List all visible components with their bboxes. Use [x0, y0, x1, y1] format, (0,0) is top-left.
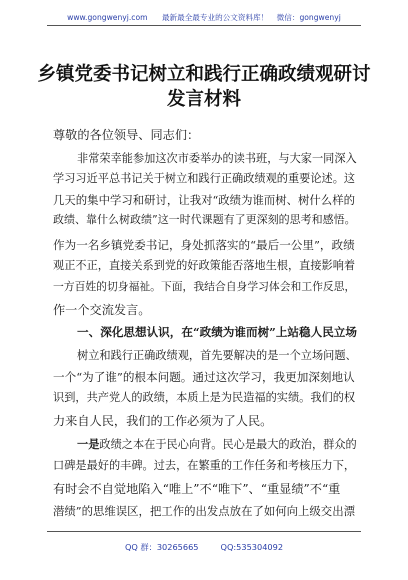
p1-line: 非常荣幸能参加这次市委举办的读书班，与大家一同深入	[77, 152, 357, 165]
header-wechat: 微信：gongwenyj	[276, 13, 341, 22]
p3-line-text: 政绩之本在于民心向背。民心是最大的政治，群众的	[99, 438, 357, 451]
p2-line: 树立和践行正确政绩观，首先要解决的是一个立场问题、	[77, 349, 357, 362]
header-slogan: 最新最全最专业的公文资料库！	[161, 13, 269, 22]
footer-qq-group: QQ 群：30265665	[124, 542, 199, 552]
footer-qq: QQ:535304092	[220, 542, 284, 552]
p3-line: 口碑是最好的丰碑。过去，在繁重的工作任务和考核压力下，	[53, 459, 356, 472]
p1-line: 一方百姓的切身福祉。下面，我结合自身学习体会和工作反思，	[53, 280, 356, 293]
p3-lead: 一是	[77, 437, 100, 451]
p3-line-first	[53, 436, 359, 453]
p1-line: 学习习近平总书记关于树立和践行正确政绩观的重要论述。这	[53, 172, 356, 185]
p2-line: 力来自人民，我们的工作必须为了人民。	[53, 414, 273, 428]
p1-line: 几天的集中学习和研讨，让我对“政绩为谁而树、树什么样的	[53, 193, 355, 207]
page-footer	[0, 542, 408, 553]
footer-divider	[47, 531, 361, 532]
p1-line: 观正不正，直接关系到党的好政策能否落地生根，直接影响着	[53, 259, 356, 272]
document-title	[0, 62, 408, 112]
title-line-2: 发言材料	[166, 89, 241, 110]
header-site: www.gongwenyj.com	[67, 13, 148, 22]
salutation: 尊敬的各位领导、同志们：	[53, 128, 200, 142]
p1-line: 作一个交流发言。	[53, 303, 151, 317]
p3-line: 有时会不自觉地陷入“唯上”不“唯下”、“重显绩”不“重	[53, 482, 341, 496]
p3-line: 潜绩”的思维误区，把工作的出发点放在了如何向上级交出漂	[53, 504, 355, 518]
p2-line: 识到，共产党人的政绩，本质上是为民造福的实绩。我们的权	[53, 391, 356, 404]
p1-line: 政绩、靠什么树政绩”这一时代课题有了更深刻的思考和感悟。	[53, 213, 356, 226]
page-header	[0, 12, 408, 23]
section-heading: 一、深化思想认识，在“政绩为谁而树”上站稳人民立场	[77, 325, 357, 339]
p1-line: 作为一名乡镇党委书记，身处抓落实的“最后一公里”，政绩	[53, 238, 355, 252]
header-divider	[47, 25, 361, 26]
title-line-1: 乡镇党委书记树立和践行正确政绩观研讨	[37, 64, 371, 85]
p2-line: 一个“为了谁”的根本问题。通过这次学习，我更加深刻地认	[53, 370, 355, 384]
